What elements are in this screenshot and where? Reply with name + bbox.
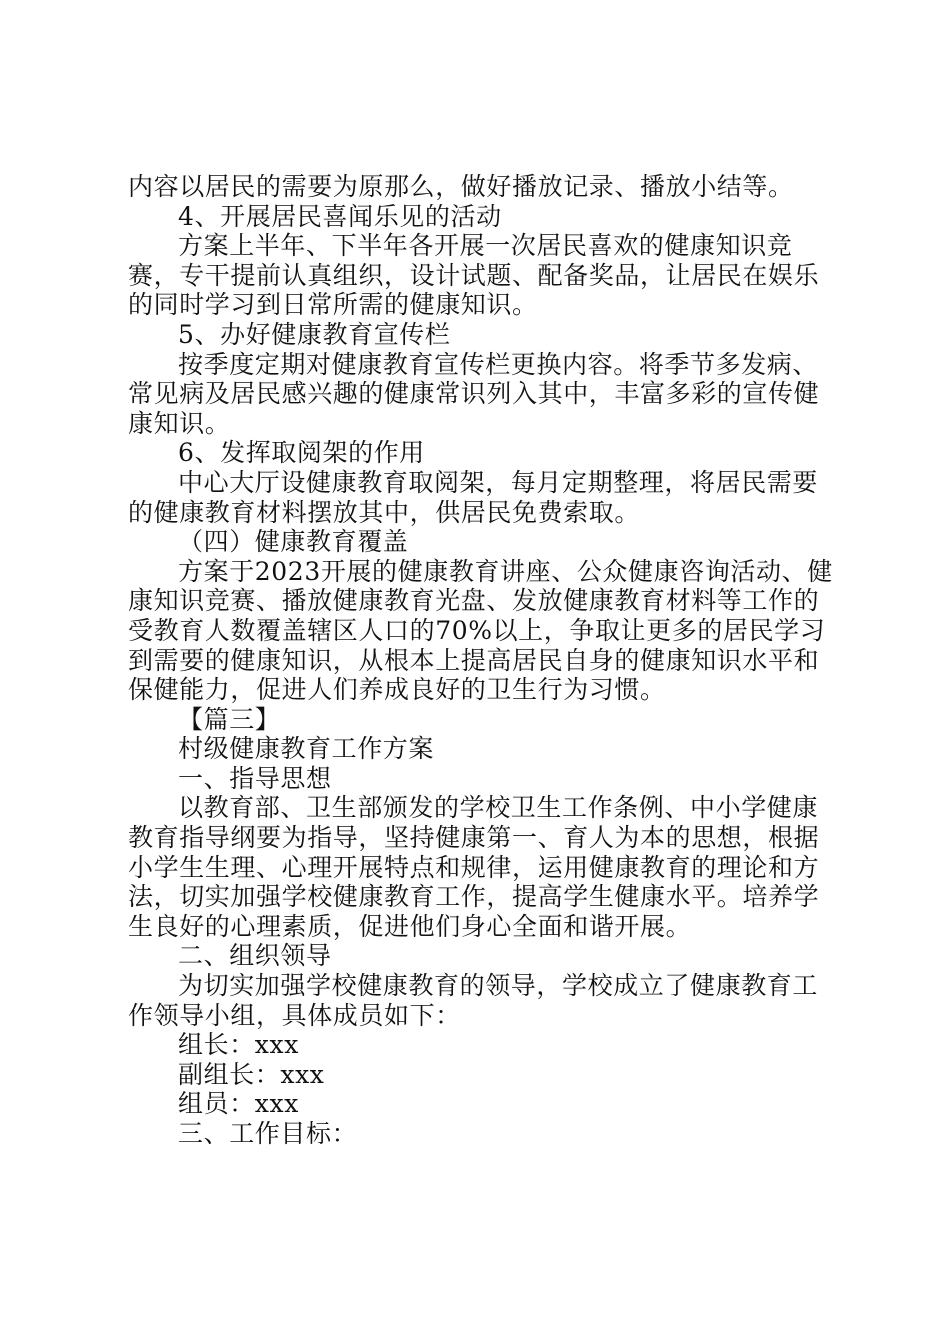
section-heading: 4、开展居民喜闻乐见的活动 xyxy=(178,201,502,231)
section-heading: 一、指导思想 xyxy=(178,763,332,793)
paragraph: 方案上半年、下半年各开展一次居民喜欢的健康知识竞赛，专干提前认真组织，设计试题、配备奖品，让居民在娱乐的同时学习到日常所需的健康知识。 xyxy=(128,231,820,320)
paragraph: 为切实加强学校健康教育的领导，学校成立了健康教育工作领导小组，具体成员如下： xyxy=(128,971,819,1030)
paragraph: 以教育部、卫生部颁发的学校卫生工作条例、中小学健康教育指导纲要为指导，坚持健康第一、育人为本的思想，根据小学生生理、心理开展特点和规律，运用健康教育的理论和方法，切实加强学校健康教育工作，提高学生健康水平。培养学生良好的心理素质，促进他们身心全面和谐开展。 xyxy=(128,793,820,941)
member-line: 副组长：xxx xyxy=(178,1059,325,1089)
section-heading: 二、组织领导 xyxy=(178,941,332,971)
document-body xyxy=(128,172,838,1149)
paragraph: 内容以居民的需要为原那么，做好播放记录、播放小结等。 xyxy=(128,172,794,201)
section-heading: 三、工作目标： xyxy=(178,1119,358,1148)
part-heading: 【篇三】 xyxy=(178,704,281,734)
document-title: 村级健康教育工作方案 xyxy=(178,734,435,764)
paragraph: 按季度定期对健康教育宣传栏更换内容。将季节多发病、常见病及居民感兴趣的健康常识列入其中，丰富多彩的宣传健康知识。 xyxy=(128,349,820,438)
section-heading: 6、发挥取阅架的作用 xyxy=(178,438,425,468)
section-heading: 5、办好健康教育宣传栏 xyxy=(178,319,451,349)
paragraph: 方案于2023开展的健康教育讲座、公众健康咨询活动、健康知识竞赛、播放健康教育光盘、发放健康教育材料等工作的受教育人数覆盖辖区人口的70%以上，争取让更多的居民学习到需要的健康知识，从根本上提高居民自身的健康知识水平和保健能力，促进人们养成良好的卫生行为习惯。 xyxy=(128,556,833,705)
section-heading: （四）健康教育覆盖 xyxy=(178,527,409,557)
member-line: 组长：xxx xyxy=(178,1030,299,1060)
paragraph: 中心大厅设健康教育取阅架，每月定期整理，将居民需要的健康教育材料摆放其中，供居民免费索取。 xyxy=(128,467,819,527)
member-line: 组员：xxx xyxy=(178,1089,299,1119)
